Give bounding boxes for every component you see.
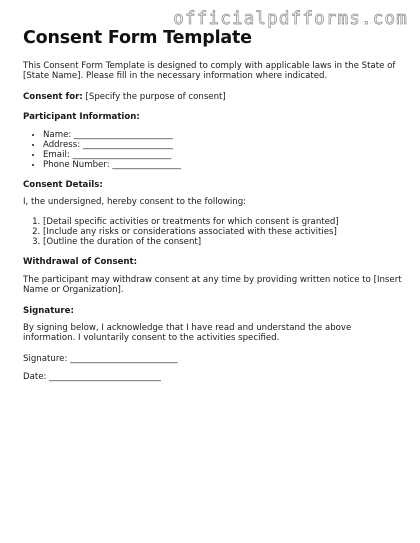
consent-details-heading: Consent Details: [23,179,103,190]
consent-for-line [23,92,403,102]
signature-line: Signature: _________________________ [23,353,178,364]
consent-for-value: [Specify the purpose of consent] [82,91,226,102]
participant-phone-field: • Phone Number: ________________ [43,160,403,170]
intro-paragraph: This Consent Form Template is designed to comply with applicable laws in the State of [State Name]. Please fill in the necessary information where indicated. [23,61,396,82]
watermark-logo: officialpdfforms.com [173,9,408,29]
consent-detail-item: 3. [Outline the duration of the consent] [43,237,403,247]
withdrawal-heading: Withdrawal of Consent: [23,257,138,268]
consent-form-document [23,28,403,391]
signature-text: By signing below, I acknowledge that I have read and understand the above information. I voluntarily consent to the activities specified. [23,323,352,344]
participant-address-field: • Address: _____________________ [43,140,403,150]
withdrawal-text: The participant may withdraw consent at any time by providing written notice to [Insert Name or Organization]. [23,274,402,296]
consent-details-list [23,217,403,247]
consent-detail-item: 1. [Detail specific activities or treatments for which consent is granted] [43,217,403,227]
page-title: Consent Form Template [23,28,252,48]
participant-heading: Participant Information: [23,112,140,123]
consent-for-label: Consent for: [23,91,83,102]
participant-email-field: • Email: _______________________ [43,150,403,160]
consent-details-intro: I, the undersigned, hereby consent to the following: [23,197,247,208]
signature-heading: Signature: [23,305,74,316]
participant-list [23,130,403,170]
date-line: Date: __________________________ [23,372,161,383]
consent-detail-item: 2. [Include any risks or considerations associated with these activities] [43,227,403,237]
participant-name-field: • Name: _______________________ [43,130,403,140]
